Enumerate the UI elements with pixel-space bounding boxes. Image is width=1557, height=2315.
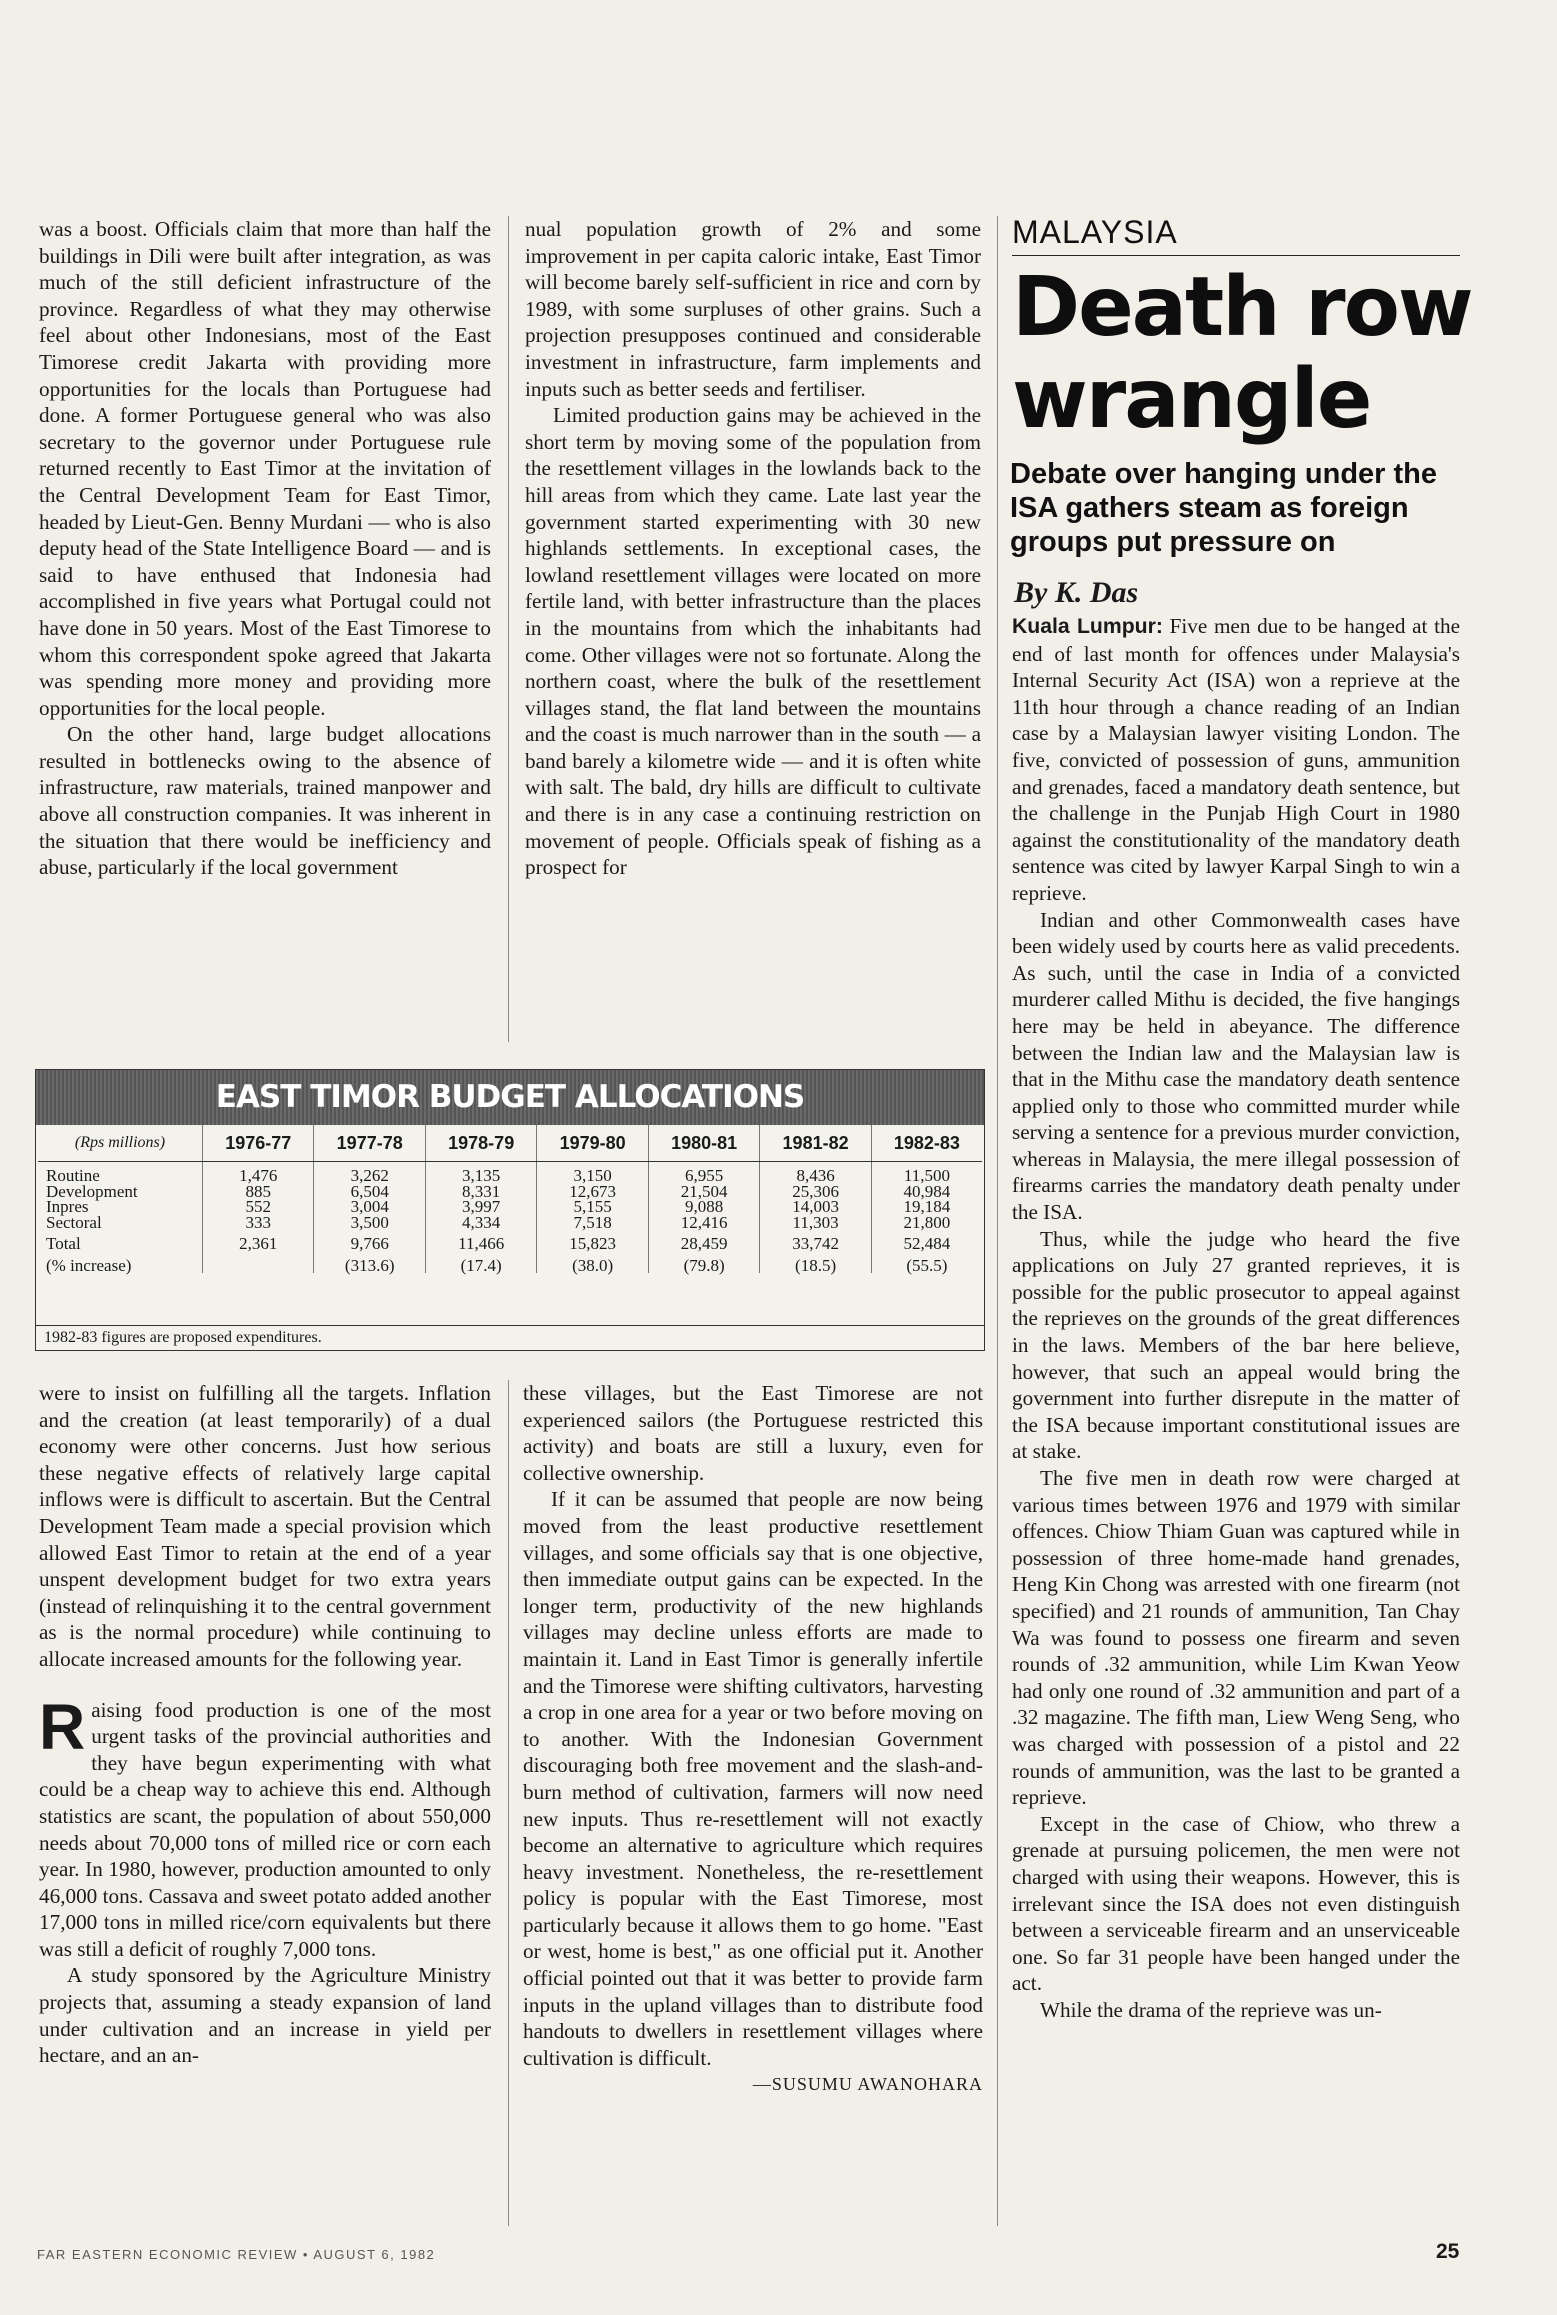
cell: 3,997: [425, 1199, 536, 1215]
cell: 3,150: [537, 1162, 648, 1184]
cell: 885: [203, 1184, 314, 1200]
cell: 11,303: [760, 1215, 871, 1237]
cell: (55.5): [906, 1255, 948, 1275]
cell: 552: [203, 1199, 314, 1215]
table-row: [38, 1199, 982, 1215]
year-header: 1979-80: [537, 1125, 648, 1162]
byline: By K. Das: [1014, 576, 1139, 609]
cell: 21,800: [903, 1212, 951, 1232]
cell: 52,484: [903, 1234, 951, 1253]
cell: 11,466: [425, 1236, 536, 1258]
paragraph-text: Five men due to be hanged at the end of last month for offences under Malaysia's Internal Security Act (ISA) won a reprieve at the 11th hour through a chance reading of an Indian case by a Malaysian lawyer visiting London. The five, convicted of possession of guns, ammunition and grenades, faced a mandatory death sentence, but the challenge in the Punjab High Court in 1980 against the constitutionality of the mandatory death sentence was cited by lawyer Karpal Singh to win a reprieve.: [1012, 614, 1461, 905]
row-label: Inpres: [38, 1199, 203, 1215]
cell: 8,436: [760, 1162, 871, 1184]
cell: 15,823: [537, 1236, 648, 1258]
cell: 5,155: [537, 1199, 648, 1215]
year-header: 1980-81: [648, 1125, 759, 1162]
paragraph: were to insist on fulfilling all the targets. Inflation and the creation (at least temporarily) of a dual economy were other concerns. Just how serious these negative effects of relatively large capital inflows were is difficult to ascertain. But the Central Development Team made a special provision which allowed East Timor to retain at the end of a year unspent development budget for two extra years (instead of relinquishing it to the central government as is the normal procedure) while continuing to allocate increased amounts for the following year.: [39, 1381, 491, 1671]
year-header: 1977-78: [314, 1125, 425, 1162]
section-label: MALAYSIA: [1012, 214, 1460, 256]
column-middle-top: [525, 216, 981, 881]
table-row: [38, 1258, 982, 1274]
cell: 2,361: [203, 1236, 314, 1258]
cell: (18.5): [760, 1258, 871, 1274]
cell: 14,003: [760, 1199, 871, 1215]
column-divider: [508, 216, 509, 1042]
budget-grid: [38, 1125, 982, 1273]
cell: (38.0): [537, 1258, 648, 1274]
cell: 12,416: [648, 1215, 759, 1237]
paragraph: Except in the case of Chiow, who threw a grenade at pursuing policemen, the men were not charged with using their weapons. However, this is irrelevant since the ISA does not even distinguish between a serviceable firearm and an unserviceable one. So far 31 people have been hanged under the act.: [1012, 1811, 1460, 1996]
cell: 25,306: [760, 1184, 871, 1200]
page-footer: FAR EASTERN ECONOMIC REVIEW • AUGUST 6, 1982: [37, 2247, 436, 2262]
page-number: 25: [1436, 2240, 1460, 2263]
unit-label: (Rps millions): [38, 1125, 203, 1162]
year-header: 1982-83: [871, 1125, 982, 1162]
paragraph: If it can be assumed that people are now being moved from the least productive resettlement villages, and some officials say that is one objective, then immediate output gains can be expected. In the longer term, productivity of the new highlands villages may decline unless efforts are made to maintain it. Land in East Timor is generally infertile and the Timorese were shifting cultivators, harvesting a crop in one area for a year or two before moving on to another. With the Indonesian Government discouraging both free movement and the slash-and-burn method of cultivation, farmers will now need new inputs. Thus re-resettlement will not exactly become an alternative to agriculture which requires heavy investment. Nonetheless, the re-resettlement policy is popular with the East Timorese, most particularly because it allows them to go home. "East or west, home is best," as one official put it. Another official pointed out that it was better to provide farm inputs in the upland villages than to distribute food handouts to dwellers in resettlement villages where cultivation is difficult.: [523, 1487, 983, 2070]
subheadline: Debate over hanging under the ISA gathers steam as foreign groups put pressure on: [1010, 458, 1437, 558]
row-label: Total: [38, 1236, 203, 1258]
cell: 7,518: [537, 1215, 648, 1237]
paragraph-text: aising food production is one of the most urgent tasks of the provincial authorities and they have begun experimenting with what could be a cheap way to achieve this end. Although statistics are scant, the population of about 550,000 needs about 70,000 tons of milled rice or corn each year. In 1980, however, production amounted to only 46,000 tons. Cassava and sweet potato added another 17,000 tons in milled rice/corn equivalents but there was still a deficit of roughly 7,000 tons.: [39, 1697, 491, 1961]
cell: 40,984: [903, 1181, 951, 1201]
paragraph: was a boost. Officials claim that more than half the buildings in Dili were built after integration, as was much of the still deficient infrastructure of the province. Regardless of what they may otherwise feel about other Indonesians, most of the East Timorese credit Jakarta with providing more opportunities for the locals than Portuguese had done. A former Portuguese general who was also secretary to the governor under Portuguese rule returned recently to East Timor at the invitation of the Central Development Team for East Timor, headed by Lieut-Gen. Benny Murdani — who is also deputy head of the State Intelligence Board — and is said to have enthused that Indonesia had accomplished in five years what Portugal could not have done in 50 years. Most of the East Timorese to whom this correspondent spoke agreed that Jakarta was spending more money and providing more opportunities for the local people.: [39, 217, 491, 720]
year-header: 1981-82: [760, 1125, 871, 1162]
cell: 12,673: [537, 1184, 648, 1200]
year-header: 1978-79: [425, 1125, 536, 1162]
table-footnote: 1982-83 figures are proposed expenditures.: [36, 1325, 984, 1350]
drop-cap: R: [39, 1690, 86, 1763]
cell: 6,504: [314, 1184, 425, 1200]
paragraph: The five men in death row were charged at various times between 1976 and 1979 with similar offences. Chiow Thiam Guan was captured while in possession of three home-made hand grenades, Heng Kin Chong was arrested with one firearm (not specified) and 21 rounds of ammunition, Tan Chay Wa was found to possess one firearm and seven rounds of .32 ammunition, while Lim Kwan Yeow had only one round of .32 ammunition and part of a .32 magazine. The fifth man, Liew Weng Seng, who was charged with possession of a pistol and 22 rounds of ammunition, was the last to be granted a reprieve.: [1012, 1466, 1460, 1810]
cell: 6,955: [648, 1162, 759, 1184]
cell: 333: [203, 1215, 314, 1237]
row-label: Sectoral: [38, 1215, 203, 1237]
paragraph: these villages, but the East Timorese are not experienced sailors (the Portuguese restricted this activity) and boats are still a luxury, even for collective ownership.: [523, 1381, 983, 1485]
row-label: (% increase): [38, 1258, 203, 1274]
table-row: [38, 1162, 982, 1184]
author-signature: —SUSUMU AWANOHARA: [752, 2074, 983, 2095]
table-row: [38, 1215, 982, 1237]
table-header-row: [38, 1125, 982, 1162]
cell: 33,742: [760, 1236, 871, 1258]
cell: 3,004: [314, 1199, 425, 1215]
paragraph: On the other hand, large budget allocations resulted in bottlenecks owing to the absence of infrastructure, raw materials, trained manpower and above all construction companies. It was inherent in the situation that there would be inefficiency and abuse, particularly if the local government: [39, 722, 491, 880]
cell: 28,459: [648, 1236, 759, 1258]
cell: 19,184: [903, 1197, 951, 1216]
paragraph: [1012, 613, 1460, 907]
paragraph: Indian and other Commonwealth cases have been widely used by courts here as valid precedents. As such, until the case in India of a convicted murderer called Mithu is decided, the five hangings here may be held in abeyance. The difference between the Indian law and the Malaysian law is that in the Mithu case the mandatory death sentence applied only to those who committed murder while serving a sentence for a previous murder conviction, whereas in Malaysia, the mere illegal possession of firearms carries the mandatory death penalty under the ISA.: [1012, 907, 1460, 1225]
table-title: EAST TIMOR BUDGET ALLOCATIONS: [36, 1070, 984, 1125]
column-right: [1012, 613, 1460, 2023]
cell: 8,331: [425, 1184, 536, 1200]
column-divider: [508, 1380, 509, 2226]
cell: 9,766: [314, 1236, 425, 1258]
cell: 11,500: [903, 1166, 950, 1185]
paragraph: While the drama of the reprieve was un-: [1040, 1997, 1382, 2022]
paragraph: [39, 1690, 491, 1963]
cell: 3,500: [314, 1215, 425, 1237]
cell: 3,135: [425, 1162, 536, 1184]
paragraph: Limited production gains may be achieved in the short term by moving some of the population from the resettlement villages in the lowlands back to the hill areas from which they came. Late last year the government started experimenting with 30 new highlands settlements. In exceptional cases, the lowland resettlement villages were located on more fertile land, with better infrastructure than the places in the mountains from which the inhabitants had come. Other villages were not so fortunate. Along the northern coast, where the bulk of the resettlement villages stand, the flat land between the mountains and the coast is much narrower than in the south — a band barely a kilometre wide — and it is often white with salt. The bald, dry hills are difficult to cultivate and there is in any case a continuing restriction on movement of people. Officials speak of fishing as a prospect for: [525, 403, 981, 880]
paragraph: nual population growth of 2% and some improvement in per capita caloric intake, East Timor will become barely self-sufficient in rice and corn by 1989, with some surpluses of other grains. Such a projection presupposes continued and considerable investment in infrastructure, farm implements and inputs such as better seeds and fertiliser.: [525, 217, 981, 401]
cell: (17.4): [425, 1258, 536, 1274]
cell: 9,088: [648, 1199, 759, 1215]
cell: 4,334: [425, 1215, 536, 1237]
cell: (313.6): [314, 1258, 425, 1274]
cell: 1,476: [203, 1162, 314, 1184]
cell: 21,504: [648, 1184, 759, 1200]
cell: 3,262: [314, 1162, 425, 1184]
dateline: Kuala Lumpur:: [1012, 615, 1163, 638]
table-row: [38, 1236, 982, 1258]
cell: (79.8): [648, 1258, 759, 1274]
year-header: 1976-77: [203, 1125, 314, 1162]
row-label: Routine: [38, 1162, 203, 1184]
paragraph: A study sponsored by the Agriculture Ministry projects that, assuming a steady expansion of land under cultivation and an increase in yield per hectare, and an an-: [39, 1963, 491, 2068]
headline: Death row wrangle: [1012, 260, 1472, 447]
row-label: Development: [38, 1184, 203, 1200]
table-row: [38, 1184, 982, 1200]
cell: [203, 1258, 314, 1274]
column-divider: [997, 216, 998, 2226]
column-left-top: [39, 216, 491, 881]
paragraph: Thus, while the judge who heard the five applications on July 27 granted reprieves, it is possible for the public prosecutor to appeal against the reprieves on the grounds of the great differences in the laws. Members of the bar here believe, however, that such an appeal would bring the government into further disrepute in the matter of the ISA because important constitutional issues are at stake.: [1012, 1226, 1460, 1464]
budget-table: [35, 1069, 985, 1351]
column-left-bottom: [39, 1380, 491, 2069]
column-middle-bottom: [523, 1380, 983, 2098]
